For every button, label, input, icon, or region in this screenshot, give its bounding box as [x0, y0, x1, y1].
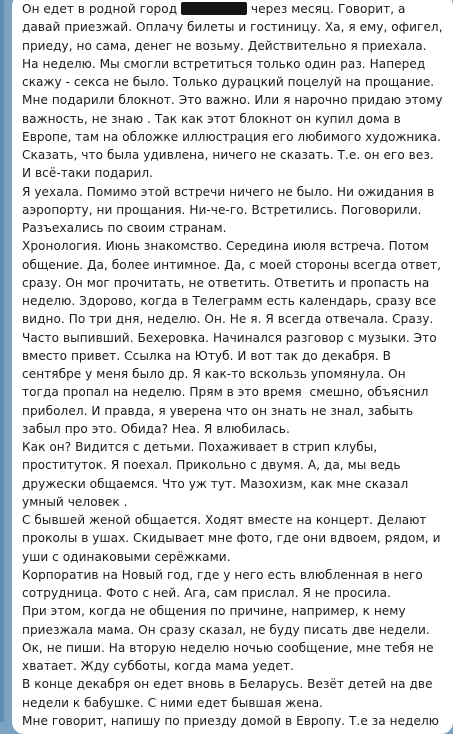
message-paragraph-1 — [22, 0, 445, 183]
message-paragraph-4: Как он? Видится с детьми. Похаживает в стрип клубы, проституток. Я поехал. Прикольно с двумя. А, да, мы ведь дружески общаемся. Что уж тут. Мазохизм, как мне сказал умный человек . — [22, 440, 413, 509]
message-bubble[interactable] — [12, 0, 453, 734]
message-paragraph-6: Корпоратив на Новый год, где у него есть влюбленная в него сотрудница. Фото с ней. Ага, сам прислал. Я не просила. — [22, 567, 427, 600]
selection-bar — [0, 0, 4, 722]
message-text — [22, 0, 445, 730]
message-paragraph-3: Хронология. Июнь знакомство. Середина июля встреча. Потом общение. Да, более интимное. Да, с моей стороны всегда ответ, сразу. Он мог прочитать, не ответить. Ответить и пропасть на неделю. Здорово, когда в Телеграмм есть календарь, сразу все видно. По три дня, неделю. Он. Не я. Я всегда отвечала. Сразу. Часто выпивший. Бехеровка. Начинался разговор с музыки. Это вместо привет. Ссылка на Ютуб. И вот так до декабря. В сентябре у меня было др. Я как-то вскользь упомянула. Он тогда пропал на неделю. Прям в это время смешно, объяснил приболел. И правда, я уверена что он знать не знал, забыть забыл про это. Обида? Неа. Я влюбилась. — [22, 239, 445, 436]
redacted-text-block — [181, 2, 247, 15]
paragraph-1-rest: через месяц. Говорит, а давай приезжай. Оплачу билеты и гостиницу. Ха, я ему, офигел, приеду, но сама, денег не возьму. Действительно я приехала. На неделю. Мы смогли встретиться только один раз. Наперед скажу - секса не было. Только дурацкий поцелуй на прощание. Мне подарили блокнот. Это важно. Или я нарочно придаю этому важность, не знаю . Так как этот блокнот он купил дома в Европе, там на обложке иллюстрация его любимого художника. Сказать, что была удивлена, ничего не сказать. Т.е. он его вез. И всё-таки подарил. — [22, 2, 447, 181]
paragraph-1-start: Он едет в родной город — [22, 2, 178, 16]
message-paragraph-5: С бывшей женой общается. Ходят вместе на концерт. Делают проколы в ушах. Скидывает мне фото, где они вдвоем, рядом, и уши с одинаковыми серёжками. — [22, 513, 445, 564]
message-paragraph-7: При этом, когда не общения по причине, например, к нему приезжала мама. Он сразу сказал, не буду писать две недели. Ок, не пиши. На вторую неделю ночью сообщение, мне тебя не хватает. Жду субботы, когда мама уедет. — [22, 604, 438, 673]
message-paragraph-8: В конце декабря он едет вновь в Беларусь. Везёт детей на две недели к бабушке. С ними едет бывшая жена. — [22, 677, 437, 710]
message-paragraph-2: Я уехала. Помимо этой встречи ничего не было. Ни ожидания в аэропорту, ни прощания. Ни-че-го. Встретились. Поговорили. Разъехались по своим странам. — [22, 184, 439, 235]
message-paragraph-9: Мне говорит, напишу по приезду домой в Европу. Т.е за неделю — [22, 713, 439, 728]
